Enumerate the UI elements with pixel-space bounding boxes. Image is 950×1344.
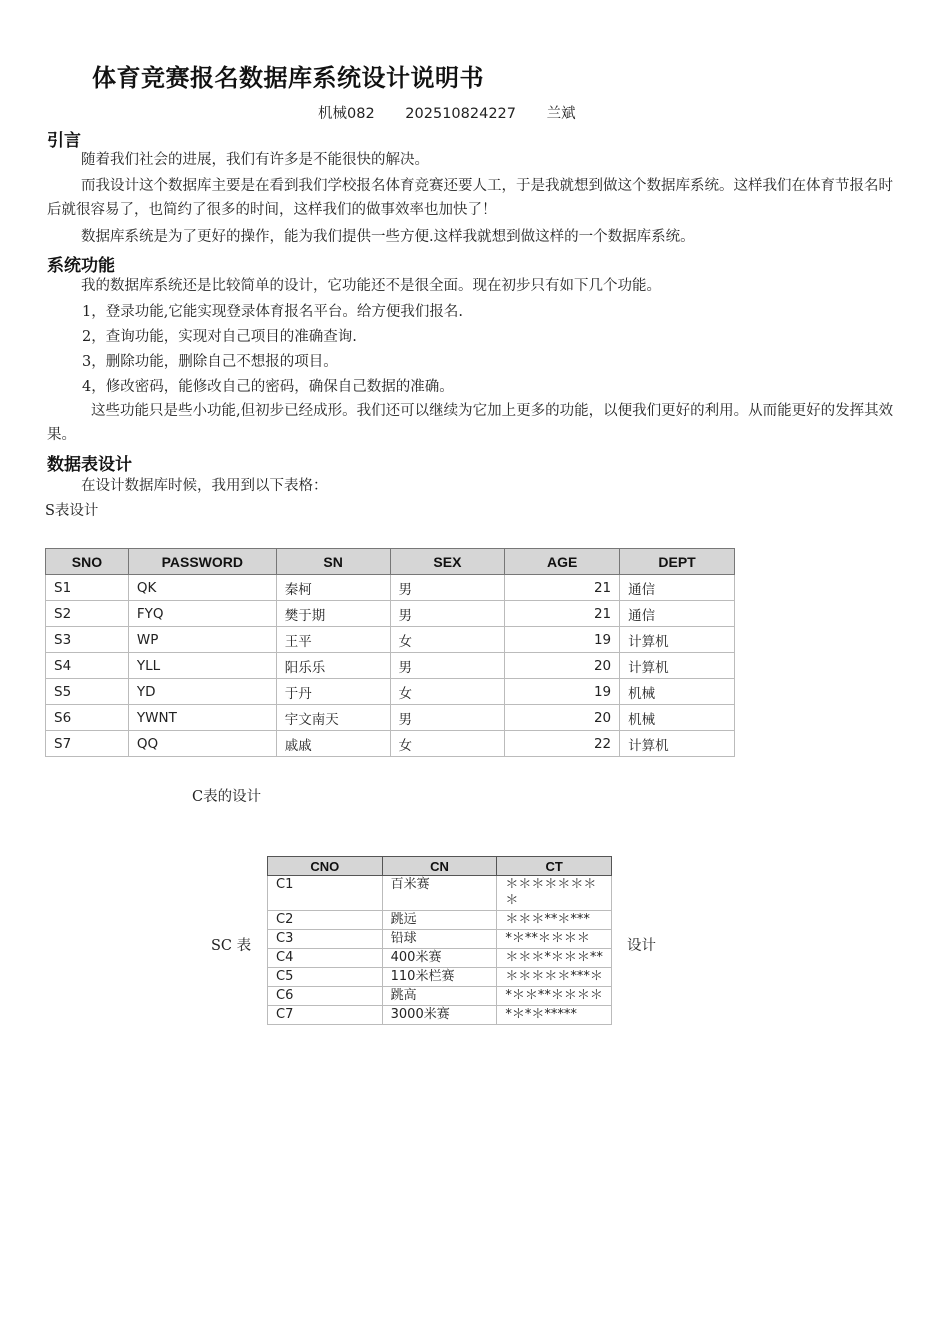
table-cell: S2	[46, 601, 129, 627]
table-cell: 400米赛	[382, 949, 497, 968]
c-table-header: CNO	[268, 857, 383, 876]
s-table-header: AGE	[505, 549, 620, 575]
table-row	[46, 731, 735, 757]
s-table-header: SNO	[46, 549, 129, 575]
table-cell: 男	[390, 653, 505, 679]
table-cell: C7	[268, 1006, 383, 1025]
table-cell: 计算机	[620, 653, 735, 679]
table-cell: ＊＊＊＊＊＊＊＊	[497, 876, 612, 911]
sc-table-label-left: SC 表	[211, 938, 252, 954]
intro-paragraph-3: 数据库系统是为了更好的操作，能为我们提供一些方便.这样我就想到做这样的一个数据库系统。	[81, 229, 695, 245]
table-cell: FYQ	[128, 601, 276, 627]
table-row	[268, 1006, 612, 1025]
author-name: 兰斌	[546, 106, 576, 122]
table-cell: 男	[390, 705, 505, 731]
intro-paragraph-2: 而我设计这个数据库主要是在看到我们学校报名体育竞赛还要人工，于是我就想到做这个数据库系统。这样我们在体育节报名时后就很容易了，也简约了很多的时间，这样我们的做事效率也加快了！	[47, 178, 893, 218]
tables-intro: 在设计数据库时候，我用到以下表格：	[81, 478, 328, 494]
table-cell: 通信	[620, 575, 735, 601]
table-cell: 20	[505, 705, 620, 731]
table-row	[268, 911, 612, 930]
s-table-header: SEX	[390, 549, 505, 575]
section-heading-features: 系统功能	[47, 256, 115, 276]
sc-table-label-right: 设计	[627, 938, 656, 954]
intro-paragraph-1: 随着我们社会的进展，我们有许多是不能很快的解决。	[81, 152, 429, 168]
table-cell: *＊＊**＊＊＊＊	[497, 987, 612, 1006]
section-heading-tables: 数据表设计	[47, 455, 132, 475]
table-cell: 女	[390, 679, 505, 705]
table-cell: C4	[268, 949, 383, 968]
author-student-id: 202510824227	[405, 106, 517, 122]
s-table-header: DEPT	[620, 549, 735, 575]
table-cell: 秦柯	[276, 575, 390, 601]
table-cell: 计算机	[620, 731, 735, 757]
table-row	[268, 876, 612, 911]
table-cell: 19	[505, 627, 620, 653]
table-cell: S5	[46, 679, 129, 705]
table-cell: S7	[46, 731, 129, 757]
table-cell: 机械	[620, 705, 735, 731]
table-cell: 女	[390, 627, 505, 653]
table-cell: ＊＊＊**＊***	[497, 911, 612, 930]
table-cell: 机械	[620, 679, 735, 705]
table-cell: C6	[268, 987, 383, 1006]
table-cell: 计算机	[620, 627, 735, 653]
table-row	[46, 575, 735, 601]
s-table-header-row	[46, 549, 735, 575]
s-table	[45, 548, 735, 757]
table-cell: *＊**＊＊＊＊	[497, 930, 612, 949]
feature-item-1: 1，登录功能,它能实现登录体育报名平台。给方便我们报名.	[82, 304, 463, 320]
table-cell: 21	[505, 601, 620, 627]
s-table-header: SN	[276, 549, 390, 575]
table-row	[46, 601, 735, 627]
table-cell: C5	[268, 968, 383, 987]
table-cell: S4	[46, 653, 129, 679]
table-cell: 跳远	[382, 911, 497, 930]
feature-item-3: 3，删除功能，删除自己不想报的项目。	[82, 354, 338, 370]
table-cell: 3000米赛	[382, 1006, 497, 1025]
table-cell: 男	[390, 601, 505, 627]
table-row	[46, 653, 735, 679]
table-cell: YD	[128, 679, 276, 705]
table-cell: 王平	[276, 627, 390, 653]
table-cell: S3	[46, 627, 129, 653]
table-row	[268, 930, 612, 949]
table-cell: QK	[128, 575, 276, 601]
feature-item-4: 4，修改密码，能修改自己的密码，确保自己数据的准确。	[82, 379, 454, 395]
table-cell: 22	[505, 731, 620, 757]
table-cell: 跳高	[382, 987, 497, 1006]
author-byline	[318, 102, 602, 123]
author-class: 机械082	[318, 106, 375, 122]
table-row	[268, 968, 612, 987]
table-cell: 阳乐乐	[276, 653, 390, 679]
table-cell: YWNT	[128, 705, 276, 731]
table-cell: S6	[46, 705, 129, 731]
features-paragraph-2: 这些功能只是些小功能,但初步已经成形。我们还可以继续为它加上更多的功能，以便我们更好的利用。从而能更好的发挥其效果。	[47, 403, 894, 443]
s-table-label: S表设计	[45, 503, 99, 519]
table-cell: YLL	[128, 653, 276, 679]
table-cell: 戚戚	[276, 731, 390, 757]
table-cell: C3	[268, 930, 383, 949]
feature-item-2: 2，查询功能，实现对自己项目的准确查询.	[82, 329, 357, 345]
table-cell: 21	[505, 575, 620, 601]
table-row	[46, 679, 735, 705]
table-row	[268, 987, 612, 1006]
c-table-header-row	[268, 857, 612, 876]
table-cell: ＊＊＊*＊＊＊**	[497, 949, 612, 968]
table-cell: C2	[268, 911, 383, 930]
document-title: 体育竞赛报名数据库系统设计说明书	[92, 64, 484, 92]
table-cell: C1	[268, 876, 383, 911]
table-cell: 于丹	[276, 679, 390, 705]
c-table-header: CT	[497, 857, 612, 876]
c-table-header: CN	[382, 857, 497, 876]
c-table	[267, 856, 612, 1025]
table-cell: 女	[390, 731, 505, 757]
table-cell: 樊于期	[276, 601, 390, 627]
c-table-label: C表的设计	[192, 789, 262, 805]
features-paragraph-1: 我的数据库系统还是比较简单的设计，它功能还不是很全面。现在初步只有如下几个功能。	[81, 278, 661, 294]
table-cell: 通信	[620, 601, 735, 627]
table-cell: 20	[505, 653, 620, 679]
table-cell: WP	[128, 627, 276, 653]
table-cell: 男	[390, 575, 505, 601]
table-cell: 19	[505, 679, 620, 705]
table-cell: QQ	[128, 731, 276, 757]
table-cell: 铅球	[382, 930, 497, 949]
table-cell: 百米赛	[382, 876, 497, 911]
section-heading-intro: 引言	[47, 131, 81, 151]
table-row	[46, 627, 735, 653]
table-cell: S1	[46, 575, 129, 601]
s-table-header: PASSWORD	[128, 549, 276, 575]
table-cell: *＊*＊*****	[497, 1006, 612, 1025]
table-cell: ＊＊＊＊＊***＊	[497, 968, 612, 987]
table-cell: 110米栏赛	[382, 968, 497, 987]
table-cell: 宇文南天	[276, 705, 390, 731]
table-row	[268, 949, 612, 968]
table-row	[46, 705, 735, 731]
